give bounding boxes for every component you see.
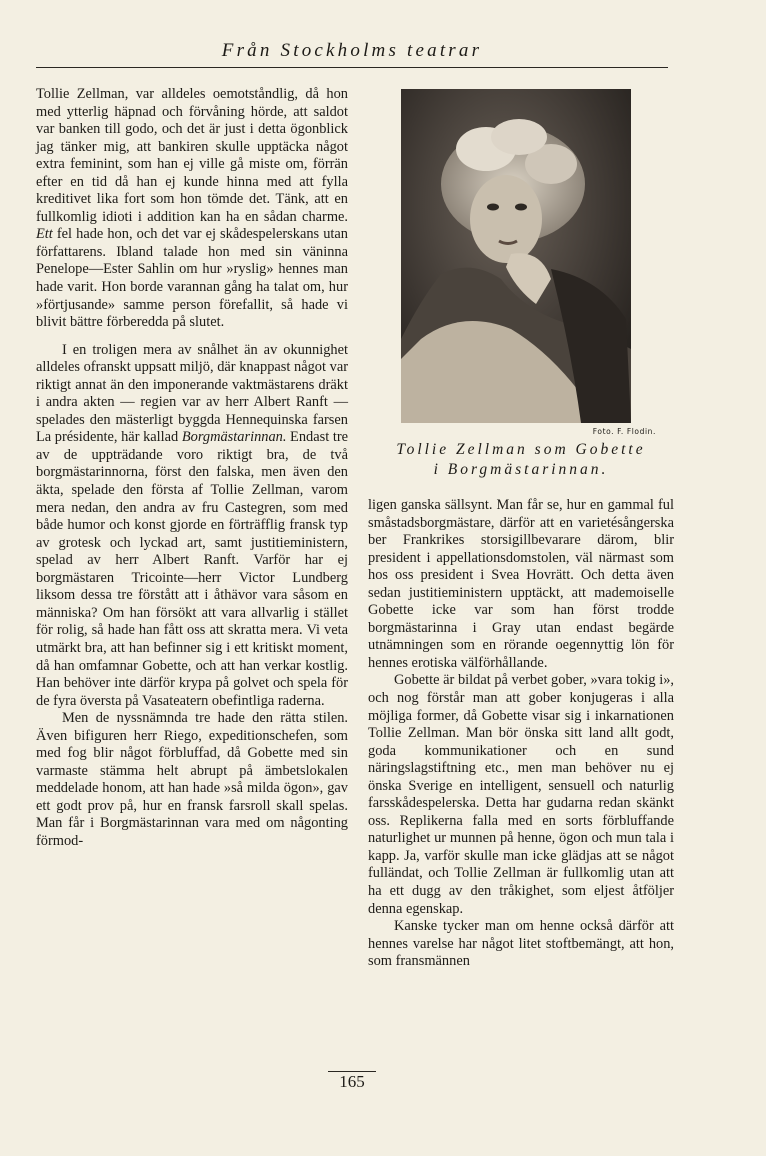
paragraph: ligen ganska sällsynt. Man får se, hur en gammal ful småstadsborgmästare, därför att en varietésångerska ber Frankrikes storsigillbevarare därom, blir president i appellationsdomstolen, väl närmast som hos oss president i Svea Hovrätt. Och detta även sedan justitieministern upptäckt, att mademoiselle Gobette icke var som han först trodde borgmästarinna i Gray utan endast begärde utnämningen som en rörande oegennyttig lön för hennes erotiska välförhållande. (368, 497, 674, 671)
caption-line: Tollie Zellman som Gobette (396, 441, 646, 458)
left-column (36, 86, 348, 851)
photo-caption (370, 440, 672, 480)
paragraph-text: I en troligen mera av snålhet än av okunnighet alldeles ofranskt uppsatt miljö, där knappast något var riktigt annat än den imponerande vaktmästarens dräkt i andra akten — regien var av herr Albert Ranft — spelades den mästerligt byggda Hennequinska farsen La présidente, här kallad (36, 341, 348, 446)
page-number: 165 (339, 1072, 365, 1091)
emphasized-text: Ett (36, 226, 53, 243)
caption-line: i Borgmästarinnan. (433, 461, 609, 478)
right-column (368, 497, 674, 971)
play-title: Borgmästarinnan. (181, 429, 287, 446)
paragraph-text: Tollie Zellman, var alldeles oemotståndlig, då hon med ytterlig häpnad och förvåning hörde, att saldot var banken till godo, och det är just i detta ögonblick jag tänker mig, att bankiren skulle upptäcka något extra feminint, som han ej ville gå miste om, förrän efter en tid då han ej kunde hinna med att fylla kreditivet lika fort som hon tömde det. Tänk, att en fullkomlig idioti i addition kan ha en sådan charme. (36, 86, 348, 225)
paragraph-text: Endast tre av de uppträdande voro riktigt bra, de två borgmästarinnorna, först den falska, men även den äkta, spelade den första af Tollie Zellman, varom mera nedan, den andra av fru Castegren, som med både humor och konst gjorde en förträfflig fransk typ av grotesk och lyckad art, samt justitieministern, spelad av herr Albert Ranft. Varför har ej borgmästaren Tricointe—herr Victor Lundberg liksom dessa tre förstått att i åthävor vara såsom en människa? Om han försökt att vara allvarlig i stället för rolig, så hade han fått oss att skratta mera. Vi veta utmärkt bra, att han befinner sig i ett kritiskt moment, då han omfamnar Gobette, och att han verkar kostlig. Han behöver inte därför krypa på golvet och spela för de fyra översta på Vasateatern obefintliga raderna. (36, 429, 348, 709)
header-rule (36, 67, 668, 68)
paragraph-text: fel hade hon, och det var ej skådespelerskans utan författarens. Ibland talade hon med sin väninna Penelope—Ester Sahlin om hur »ryslig» hennes man hade varit. Hon borde varannan gång ha talat om, hur »förtjusande» samme person förefallit, så hade vi blivit bättre förberedda på slutet. (36, 226, 348, 331)
running-head: Från Stockholms teatrar (221, 40, 483, 61)
photo-credit: Foto. F. Flodin. (592, 427, 656, 436)
paragraph: Kanske tycker man om henne också därför att hennes varelse har något litet stoftbemängt, att hon, som fransmännen (368, 918, 674, 970)
portrait-illustration (401, 89, 631, 423)
paragraph (36, 342, 348, 710)
paragraph (36, 86, 348, 332)
paragraph: Men de nyssnämnda tre hade den rätta stilen. Även bifiguren herr Riego, expeditionschefen, som med fog blir något förbluffad, då Gobette med sin varmaste stämma helt abrupt på ämbetslokalen meddelade honom, att han hade »så milda ögon», gav ett godt prov på, hur en fransk farsroll skall spelas. Man får i Borgmästarinnan vara med om någonting förmod- (36, 710, 348, 849)
portrait-photo (401, 89, 631, 423)
paragraph: Gobette är bildat på verbet gober, »vara tokig i», och nog förstår man att gober konjugeras i alla möjliga former, då Gobette visar sig i inkarnationen Tollie Zellman. Man bör önska sitt land allt godt, goda kommunikationer och en sund näringslagstiftning etc., men man behöver nu ej önska Sverige en intelligent, sensuell och naturlig farsskådespelerska. Detta har gudarna redan skänkt oss. Replikerna falla med en sorts förbluffande naturlighet ur munnen på henne, ögon och mun tala i kapp. Ja, varför skulle man icke glädjas att se något fulländat, och Tollie Zellman är fullkomlig utan att ha ett dugg av den tråkighet, som eljest åtföljer denna egenskap. (368, 672, 674, 917)
